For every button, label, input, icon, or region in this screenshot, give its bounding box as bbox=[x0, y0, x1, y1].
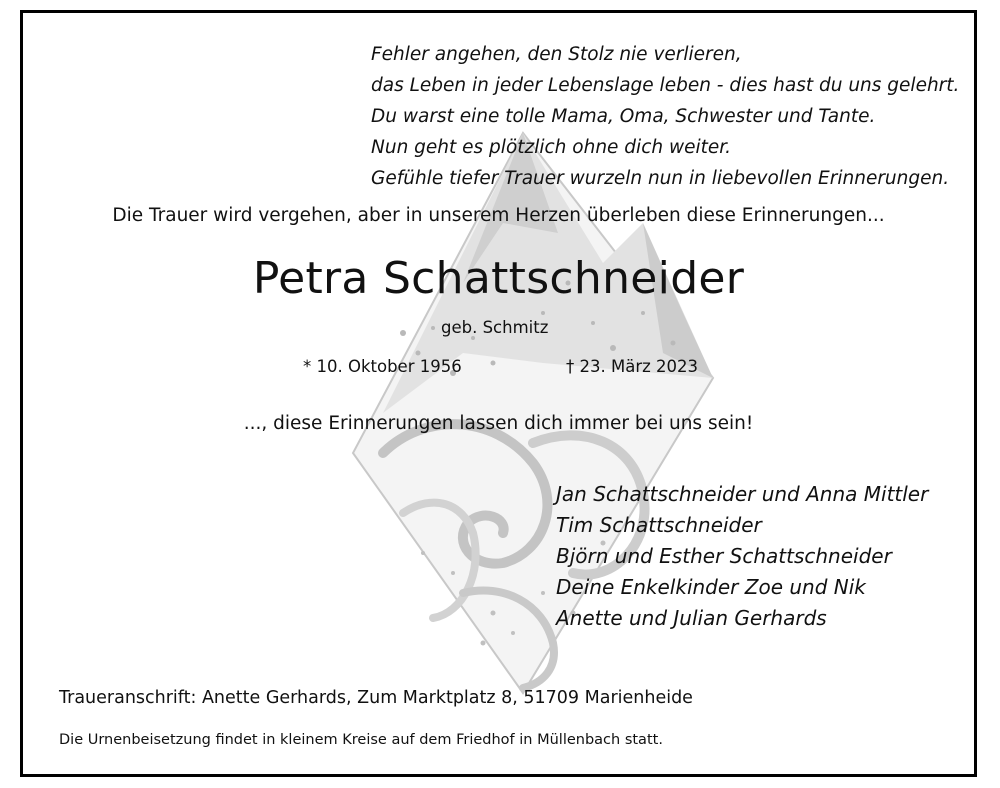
maiden-name: geb. Schmitz bbox=[441, 318, 549, 337]
poem-line: das Leben in jeder Lebenslage leben - dies hast du uns gelehrt. bbox=[371, 75, 960, 96]
burial-note: Die Urnenbeisetzung findet in kleinem Kreise auf dem Friedhof in Müllenbach statt. bbox=[59, 732, 663, 748]
intro-text: Die Trauer wird vergehen, aber in unserem Herzen überleben diese Erinnerungen... bbox=[112, 205, 885, 226]
poem-line: Du warst eine tolle Mama, Oma, Schwester und Tante. bbox=[371, 106, 876, 127]
mourner: Jan Schattschneider und Anna Mittler bbox=[556, 482, 929, 506]
poem bbox=[371, 39, 959, 194]
poem-line: Fehler angehen, den Stolz nie verlieren, bbox=[371, 44, 742, 65]
birth-date: * 10. Oktober 1956 bbox=[303, 357, 462, 376]
deceased-name: Petra Schattschneider bbox=[252, 253, 745, 304]
mourning-address: Traueranschrift: Anette Gerhards, Zum Marktplatz 8, 51709 Marienheide bbox=[59, 688, 693, 708]
mourner: Björn und Esther Schattschneider bbox=[556, 544, 892, 568]
poem-line: Gefühle tiefer Trauer wurzeln nun in liebevollen Erinnerungen. bbox=[371, 168, 950, 189]
mourners-list bbox=[556, 479, 928, 634]
death-date: † 23. März 2023 bbox=[566, 357, 699, 376]
poem-line: Nun geht es plötzlich ohne dich weiter. bbox=[371, 137, 732, 158]
obituary-notice bbox=[20, 10, 977, 777]
mourner: Tim Schattschneider bbox=[556, 513, 762, 537]
mourner: Anette und Julian Gerhards bbox=[556, 606, 827, 630]
mourner: Deine Enkelkinder Zoe und Nik bbox=[556, 575, 866, 599]
closing-text: ..., diese Erinnerungen lassen dich immer bei uns sein! bbox=[243, 413, 754, 434]
